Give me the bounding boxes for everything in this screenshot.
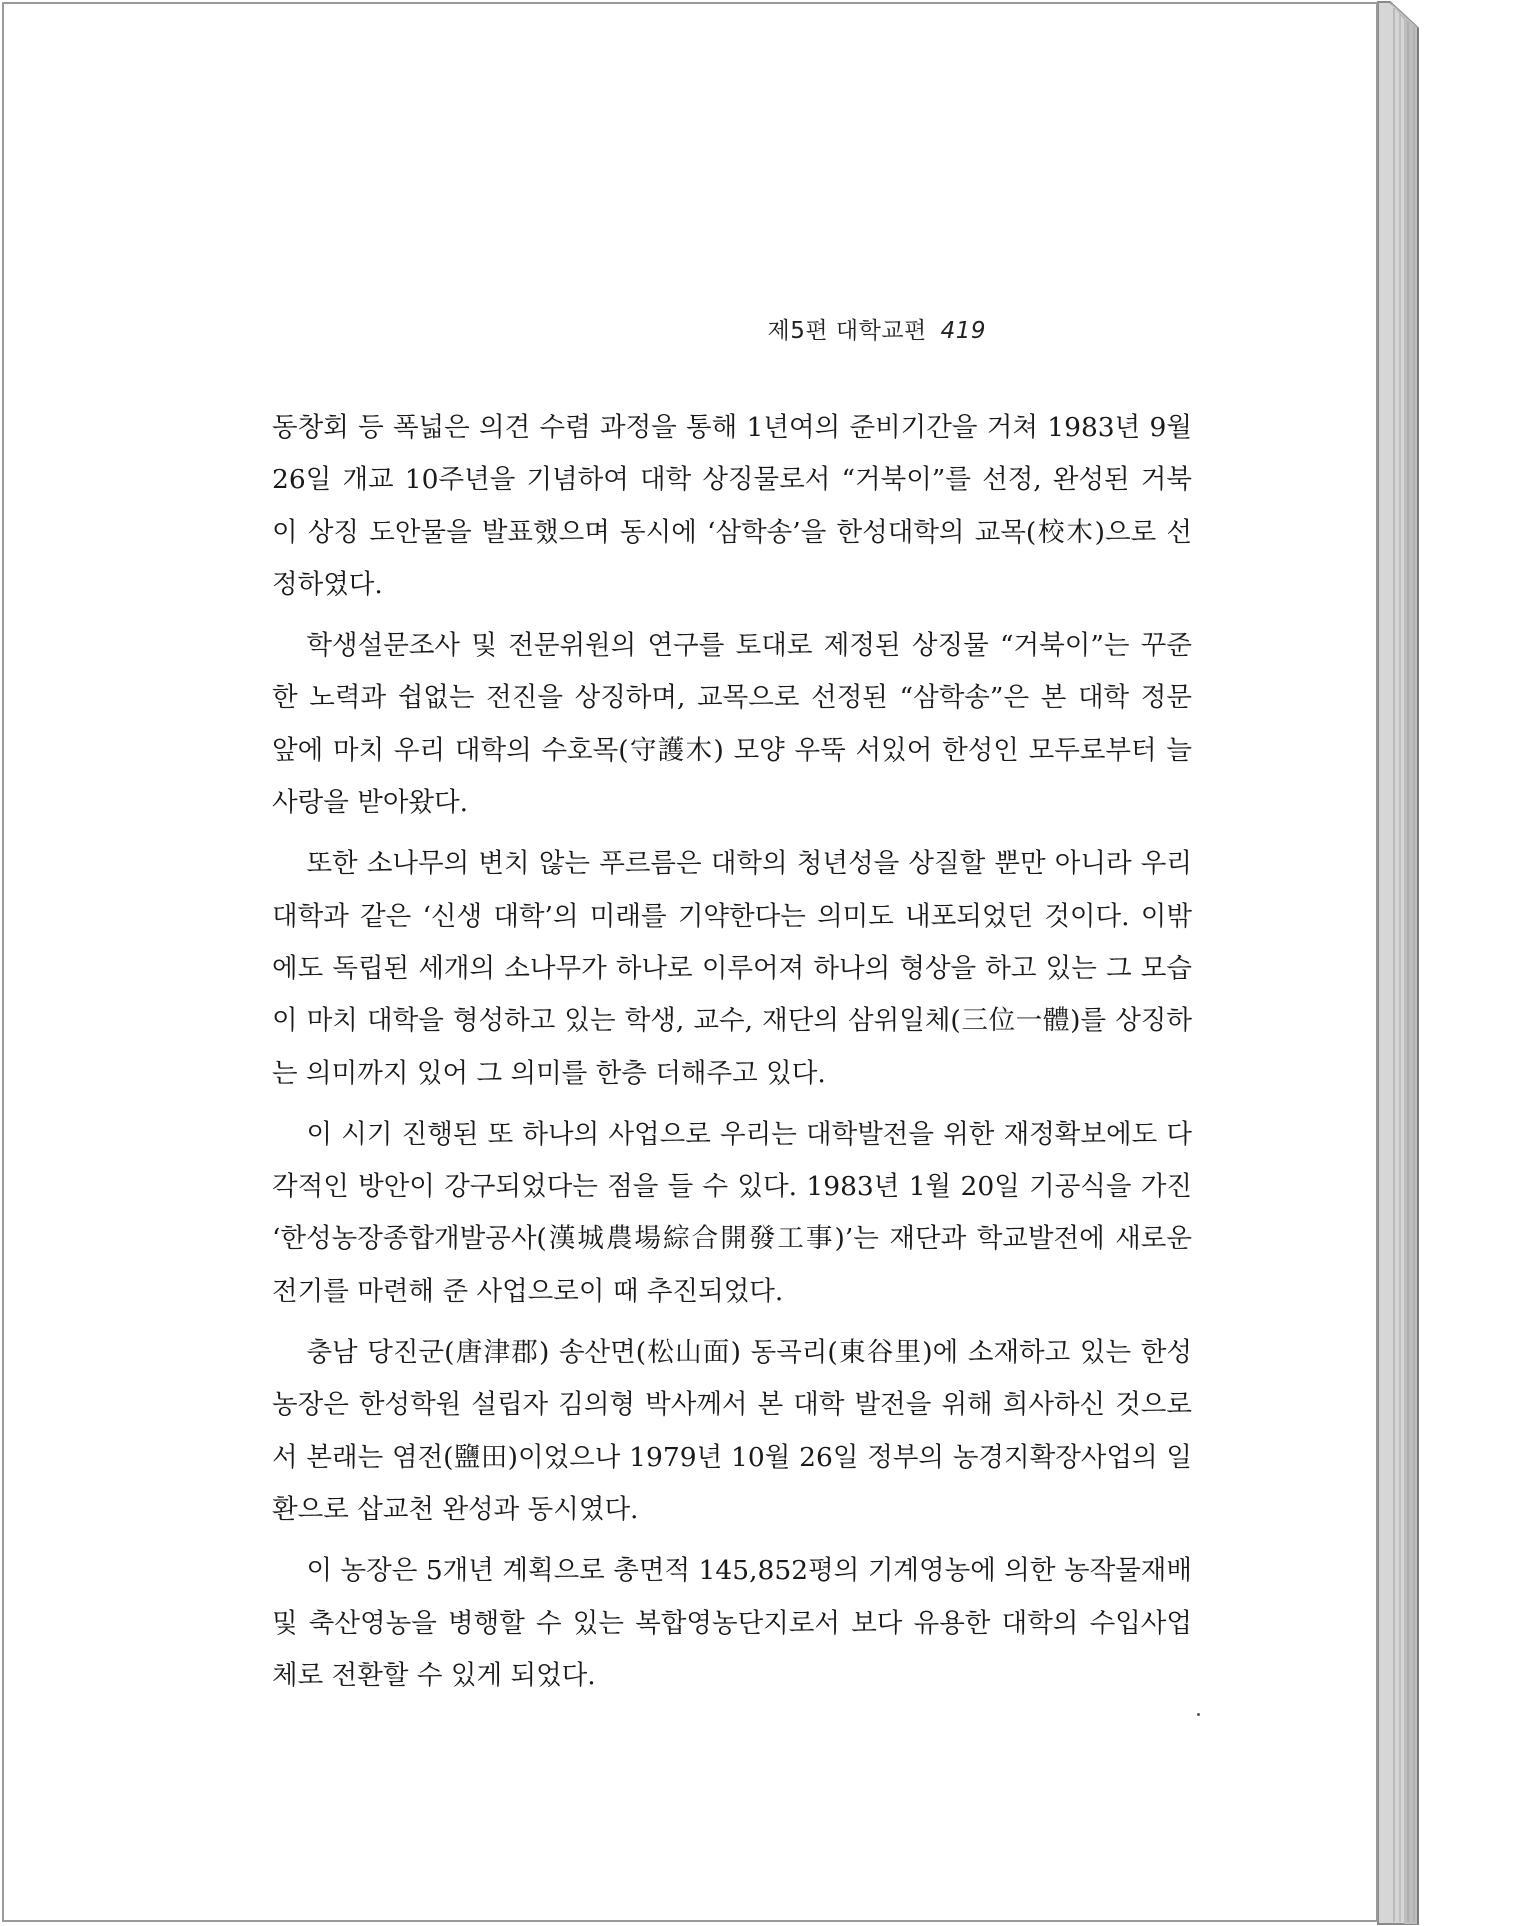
paragraph: 이 시기 진행된 또 하나의 사업으로 우리는 대학발전을 위한 재정확보에도 다각적인 방안이 강구되었다는 점을 들 수 있다. 1983년 1월 20일 기공식을 가진 ‘한성농장종합개발공사(漢城農場綜合開發工事)’는 재단과 학교발전에 새로운 전기를 마련해 준 사업으로이 때 추진되었다. — [272, 1118, 1192, 1307]
book-page — [2, 2, 1378, 1922]
running-header — [768, 312, 986, 345]
page-number: 419 — [940, 318, 986, 344]
body-text — [272, 402, 1192, 1711]
scan-speck — [1197, 1713, 1200, 1716]
paragraph: 또한 소나무의 변치 않는 푸르름은 대학의 청년성을 상질할 뿐만 아니라 우리 대학과 같은 ‘신생 대학’의 미래를 기약한다는 의미도 내포되었던 것이다. 이밖에도 독립된 세개의 소나무가 하나로 이루어져 하나의 형상을 하고 있는 그 모습이 마치 대학을 형성하고 있는 학생, 교수, 재단의 삼위일체(三位一體)를 상징하는 의미까지 있어 그 의미를 한층 더해주고 있다. — [272, 848, 1192, 1089]
paragraph: 동창회 등 폭넓은 의견 수렴 과정을 통해 1년여의 준비기간을 거쳐 1983년 9월 26일 개교 10주년을 기념하여 대학 상징물로서 “거북이”를 선정, 완성된 거북이 상징 도안물을 발표했으며 동시에 ‘삼학송’을 한성대학의 교목(校木)으로 선정하였다. — [272, 412, 1192, 600]
section-title: 제5편 대학교편 — [767, 318, 927, 344]
paragraph: 이 농장은 5개년 계획으로 총면적 145,852평의 기계영농에 의한 농작물재배 및 축산영농을 병행할 수 있는 복합영농단지로서 보다 유용한 대학의 수입사업체로 전환할 수 있게 되었다. — [272, 1555, 1192, 1691]
page-edge-stack — [1374, 0, 1522, 1926]
paragraph: 학생설문조사 및 전문위원의 연구를 토대로 제정된 상징물 “거북이”는 꾸준한 노력과 쉽없는 전진을 상징하며, 교목으로 선정된 “삼학송”은 본 대학 정문 앞에 마치 우리 대학의 수호목(守護木) 모양 우뚝 서있어 한성인 모두로부터 늘 사랑을 받아왔다. — [272, 630, 1192, 819]
paragraph: 충남 당진군(唐津郡) 송산면(松山面) 동곡리(東谷里)에 소재하고 있는 한성농장은 한성학원 설립자 김의형 박사께서 본 대학 발전을 위해 희사하신 것으로서 본래는 염전(鹽田)이었으나 1979년 10월 26일 정부의 농경지확장사업의 일환으로 삽교천 완성과 동시였다. — [272, 1337, 1192, 1525]
